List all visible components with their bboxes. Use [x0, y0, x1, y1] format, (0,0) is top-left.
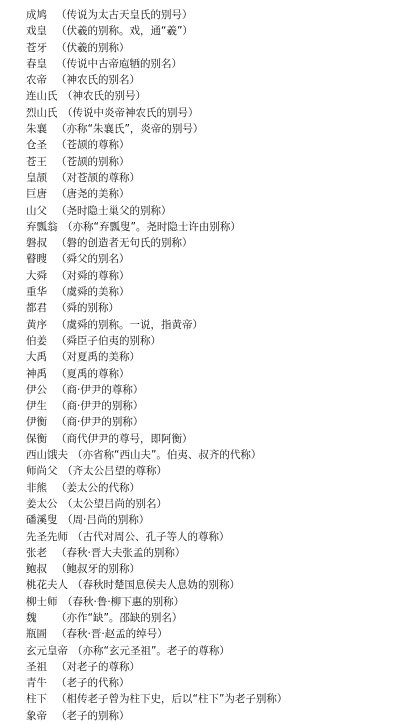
entry-term: 青牛: [26, 677, 47, 690]
entry-note: （古代对周公、孔子等人的尊称）: [72, 530, 230, 543]
list-item: [26, 610, 394, 626]
list-item: [26, 317, 394, 333]
list-item: [26, 284, 394, 300]
list-item: [26, 529, 394, 545]
entry-term: 仓圣: [26, 139, 47, 152]
entry-note: （伏羲的别称）: [56, 41, 130, 54]
list-item: [26, 594, 394, 610]
entry-note: （亦称“弃瓢叟”。尧时隐士许由别称）: [62, 220, 241, 233]
entry-note: （对老子的尊称）: [56, 660, 140, 673]
entry-term: 黄序: [26, 318, 47, 331]
entry-term: 鲍叔: [26, 563, 47, 576]
entry-term: 西山饿夫: [26, 449, 68, 462]
entry-term: 桃花夫人: [26, 579, 68, 592]
entry-note: （舜父的别名）: [56, 253, 130, 266]
entry-note: （对夏禹的美称）: [56, 351, 140, 364]
list-item: [26, 480, 394, 496]
entry-note: （尧时隐士巢父的别称）: [56, 204, 172, 217]
list-item: [26, 137, 394, 153]
entry-term: 瓶圄: [26, 628, 47, 641]
list-item: [26, 7, 394, 23]
entry-term: 伯姜: [26, 334, 47, 347]
list-item: [26, 349, 394, 365]
list-item: [26, 512, 394, 528]
entry-note: （相传老子曾为柱下史，后以“柱下”为老子别称）: [56, 693, 288, 706]
list-item: [26, 154, 394, 170]
entry-note: （传说中炎帝神农氏的别号）: [62, 106, 199, 119]
list-item: [26, 691, 394, 707]
list-item: [26, 496, 394, 512]
entry-term: 农帝: [26, 74, 47, 87]
list-item: [26, 398, 394, 414]
entry-term: 张老: [26, 546, 47, 559]
entry-term: 非熊: [26, 481, 47, 494]
entry-term: 巨唐: [26, 188, 47, 201]
list-item: [26, 88, 394, 104]
entry-note: （春秋时楚国息侯夫人息妫的别称）: [72, 579, 240, 592]
list-item: [26, 40, 394, 56]
entry-term: 连山氏: [26, 90, 58, 103]
entry-note: （春秋·鲁·柳下惠的别称）: [62, 595, 185, 608]
list-item: [26, 545, 394, 561]
list-item: [26, 219, 394, 235]
entry-term: 魏: [26, 611, 37, 624]
entry-term: 大舜: [26, 269, 47, 282]
entry-term: 保衡: [26, 432, 47, 445]
list-item: [26, 186, 394, 202]
list-item: [26, 300, 394, 316]
list-item: [26, 561, 394, 577]
entry-note: （鲍叔牙的别称）: [56, 563, 140, 576]
entry-note: （苍颉的尊称）: [56, 139, 130, 152]
list-item: [26, 643, 394, 659]
entry-note: （舜的别称）: [56, 302, 119, 315]
entry-note: （虞舜的别称。一说，指黄帝）: [56, 318, 203, 331]
entry-note: （商代伊尹的尊号，即阿衡）: [56, 432, 193, 445]
entry-term: 大禹: [26, 351, 47, 364]
list-item: [26, 235, 394, 251]
list-item: [26, 626, 394, 642]
list-item: [26, 56, 394, 72]
list-item: [26, 203, 394, 219]
entry-term: 柳士师: [26, 595, 58, 608]
entry-note: （春秋·晋大夫张孟的别称）: [56, 546, 186, 559]
entry-note: （传说为太古天皇氏的别号）: [56, 9, 193, 21]
entry-note: （亦作“缺”。邵缺的别名）: [56, 611, 183, 624]
entry-note: （春秋·晋·赵孟的绰号）: [56, 628, 168, 641]
entry-term: 烈山氏: [26, 106, 58, 119]
entry-term: 重华: [26, 286, 47, 299]
entry-term: 朱襄: [26, 123, 47, 136]
alias-list: [26, 7, 394, 724]
entry-term: 瞽瞍: [26, 253, 47, 266]
entry-term: 玄元皇帝: [26, 644, 68, 657]
entry-note: （亦称“玄元圣祖”。老子的尊称）: [72, 644, 230, 657]
entry-term: 苍牙: [26, 41, 47, 54]
entry-note: （商·伊尹的别称）: [56, 400, 144, 413]
entry-term: 象帝: [26, 709, 47, 722]
entry-term: 伊公: [26, 383, 47, 396]
entry-note: （齐太公吕望的尊称）: [62, 465, 167, 478]
list-item: [26, 659, 394, 675]
entry-note: （亦称“朱襄氏”，炎帝的别号）: [56, 123, 204, 136]
entry-note: （对苍颉的尊称）: [56, 171, 140, 184]
list-item: [26, 366, 394, 382]
entry-term: 成鸠: [26, 9, 47, 21]
entry-term: 神禹: [26, 367, 47, 380]
entry-term: 春皇: [26, 57, 47, 70]
entry-term: 都君: [26, 302, 47, 315]
entry-note: （传说中古帝庖牺的别名）: [56, 57, 182, 70]
list-item: [26, 414, 394, 430]
list-item: [26, 105, 394, 121]
entry-term: 苍王: [26, 155, 47, 168]
entry-term: 磻溪叟: [26, 514, 58, 527]
list-item: [26, 251, 394, 267]
list-item: [26, 463, 394, 479]
entry-term: 师尚父: [26, 465, 58, 478]
entry-note: （磐的创造者无句氏的别称）: [56, 237, 193, 250]
entry-term: 山父: [26, 204, 47, 217]
entry-note: （周·吕尚的别称）: [62, 514, 150, 527]
list-item: [26, 170, 394, 186]
list-item: [26, 431, 394, 447]
entry-term: 圣祖: [26, 660, 47, 673]
entry-note: （对舜的尊称）: [56, 269, 130, 282]
list-item: [26, 675, 394, 691]
entry-term: 姜太公: [26, 497, 58, 510]
entry-note: （姜太公的代称）: [56, 481, 140, 494]
entry-note: （神农氏的别名）: [56, 74, 140, 87]
entry-term: 柱下: [26, 693, 47, 706]
list-item: [26, 382, 394, 398]
entry-term: 戏皇: [26, 25, 47, 38]
list-item: [26, 708, 394, 724]
entry-note: （太公望吕尚的别名）: [62, 497, 167, 510]
entry-note: （商·伊尹的尊称）: [56, 383, 144, 396]
entry-term: 皇颉: [26, 171, 47, 184]
entry-note: （老子的代称）: [56, 677, 130, 690]
entry-note: （舜臣子伯夷的别称）: [56, 334, 161, 347]
list-item: [26, 577, 394, 593]
entry-note: （伏羲的别称。戏，通“羲”）: [56, 25, 193, 38]
list-item: [26, 333, 394, 349]
entry-note: （唐尧的美称）: [56, 188, 130, 201]
list-item: [26, 72, 394, 88]
entry-note: （商·伊尹的别称）: [56, 416, 144, 429]
list-item: [26, 447, 394, 463]
entry-note: （苍颉的别称）: [56, 155, 130, 168]
entry-note: （老子的别称）: [56, 709, 130, 722]
entry-term: 先圣先师: [26, 530, 68, 543]
entry-term: 伊衡: [26, 416, 47, 429]
list-item: [26, 23, 394, 39]
entry-note: （虞舜的美称）: [56, 286, 130, 299]
entry-term: 弃瓢翁: [26, 220, 58, 233]
entry-note: （亦省称“西山夫”。伯夷、叔齐的代称）: [72, 449, 262, 462]
entry-term: 磐叔: [26, 237, 47, 250]
entry-term: 伊生: [26, 400, 47, 413]
list-item: [26, 268, 394, 284]
entry-note: （神农氏的别号）: [62, 90, 146, 103]
entry-note: （夏禹的尊称）: [56, 367, 130, 380]
list-item: [26, 121, 394, 137]
